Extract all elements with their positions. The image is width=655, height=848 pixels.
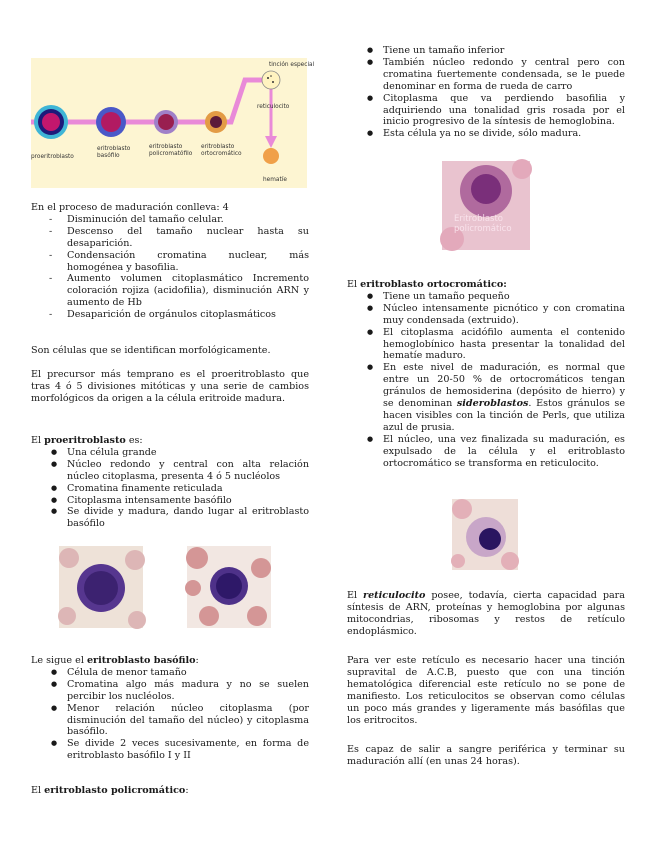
- heading-bold: eritroblasto ortocromático:: [360, 279, 507, 290]
- list-item: ● El núcleo, una vez finalizada su maduración, es expulsado de la célula y el eritroblasto ortocromático se transforma en reticulocito.: [347, 434, 625, 470]
- heading-prefix: El: [31, 435, 45, 446]
- maturation-intro: En el proceso de maduración conlleva: 4: [31, 202, 229, 213]
- peripheral-paragraph: Es capaz de salir a sangre periférica y terminar su maduración allí (en unas 24 horas).: [347, 744, 625, 767]
- heading-prefix: El: [347, 279, 361, 290]
- reticulocyte-section: [347, 590, 625, 638]
- basophilic-section: [31, 655, 309, 762]
- sideroblast-term: sideroblastos: [456, 398, 529, 410]
- photo-2-svg: [187, 546, 271, 628]
- heading-suffix: es:: [125, 435, 143, 446]
- maturation-diagram-svg: [31, 58, 315, 188]
- label-hematie: hematíe: [263, 177, 287, 183]
- proerythroblast-photo-2: [187, 546, 271, 628]
- list-item: ● Menor relación núcleo citoplasma (por disminución del tamaño del núcleo) y citoplasma basófilo.: [31, 703, 309, 739]
- proerythroblast-list: [31, 447, 309, 530]
- heading-bold: proeritroblasto: [44, 435, 126, 446]
- label-basofilo: eritroblasto basófilo: [97, 146, 131, 159]
- polychromatic-list: [347, 45, 625, 140]
- proerythroblast-section: [31, 435, 309, 530]
- label-proeritroblasto: proeritroblasto: [31, 154, 74, 160]
- list-item: - Disminución del tamaño celular.: [31, 214, 309, 226]
- orthochromatic-heading: [347, 279, 625, 291]
- list-item: ● Se divide 2 veces sucesivamente, en forma de eritroblasto basófilo I y II: [31, 738, 309, 762]
- precursor-paragraph-wrap: [31, 369, 309, 405]
- reticulum-paragraph-wrap: [347, 655, 625, 726]
- label-policromatofilo: eritroblasto policromatófilo: [149, 144, 193, 157]
- reticulum-paragraph: Para ver este retículo es necesario hacer una tinción supravital de A.C.B, puesto que con una tinción hematológica diferencial este retículo no se pone de manifiesto. Los reticulocitos se observan como células un poco más grandes y ligeramente más basófilas que los eritrocitos.: [347, 655, 625, 726]
- arrow-head: [265, 136, 277, 148]
- polychromatic-heading-wrap: [31, 785, 309, 797]
- reticulocyte-term: reticulocito: [363, 590, 426, 601]
- list-item: ● Tiene un tamaño pequeño: [347, 291, 625, 303]
- cell-proerythroblast: [34, 105, 68, 139]
- left-column: [31, 202, 309, 321]
- list-item: ● También núcleo redondo y central pero con cromatina fuertemente condensada, se le puede denominar en forma de rueda de carro: [347, 57, 625, 93]
- cell-basophilic: [96, 107, 126, 137]
- list-item: ● Cromatina algo más madura y no se suelen percibir los nucléolos.: [31, 679, 309, 703]
- polychromatic-photo-svg: [442, 161, 530, 250]
- list-item: ● El citoplasma acidófilo aumenta el contenido hemoglobínico hasta presentar la tonalidad del hematíe maduro.: [347, 327, 625, 363]
- heading-suffix: :: [185, 785, 189, 796]
- peripheral-paragraph-wrap: [347, 744, 625, 768]
- photo-1-svg: [59, 546, 143, 628]
- list-item: ● Citoplasma que va perdiendo basofilia y adquiriendo una tonalidad gris rosada por el inicio progresivo de la síntesis de hemoglobina.: [347, 93, 625, 129]
- maturation-arrow: [31, 80, 275, 122]
- list-item: ● Cromatina finamente reticulada: [31, 483, 309, 495]
- cell-polychromatic: [154, 110, 178, 134]
- orthochromatic-section: [347, 279, 625, 470]
- list-item: ● Núcleo intensamente picnótico y con cromatina muy condensada (extruido).: [347, 303, 625, 327]
- item-text: En este nivel de maduración, es normal que entre un 20-50 % de ortocromáticos tengan gránulos de hemosiderina (depósito de hierro) y se denominan: [383, 362, 625, 410]
- list-item: - Descenso del tamaño nuclear hasta su desaparición.: [31, 226, 309, 250]
- label-ortocromatico: eritroblasto ortocromático: [201, 144, 242, 157]
- reticulocyte-paragraph: [347, 590, 625, 638]
- polychromatic-heading: [31, 785, 309, 797]
- list-item: ● Citoplasma intensamente basófilo: [31, 495, 309, 507]
- list-item: ● Tiene un tamaño inferior: [347, 45, 625, 57]
- proerythroblast-heading: [31, 435, 309, 447]
- polychromatic-photo-caption: Eritroblasto policromático: [454, 214, 512, 234]
- label-reticulocito: reticulocito: [257, 104, 290, 110]
- heading-bold: eritroblasto basófilo: [86, 655, 196, 666]
- list-item: ● Una célula grande: [31, 447, 309, 459]
- list-item: - Desaparición de orgánulos citoplasmáticos: [31, 309, 309, 321]
- heading-bold: eritroblasto policromático: [44, 785, 186, 796]
- basophilic-list: [31, 667, 309, 762]
- proerythroblast-photo-1: [59, 546, 143, 628]
- list-item: - Aumento volumen citoplasmático Incremento coloración rojiza (acidofilia), disminución ARN y aumento de Hb: [31, 273, 309, 309]
- maturation-changes-list: [31, 214, 309, 321]
- orthochromatic-list: [347, 291, 625, 470]
- text-suffix: posee, todavía, cierta capacidad para síntesis de ARN, proteínas y hemoglobina por algunas mitocondrias, ribosomas y restos de retículo endoplásmico.: [347, 590, 625, 637]
- list-item: ● Esta célula ya no se divide, sólo madura.: [347, 128, 625, 140]
- item-text: . Estos gránulos se hacen visibles con la tinción de Perls, que utiliza azul de prusia.: [383, 398, 626, 433]
- list-item: - Condensación cromatina nuclear, más homogénea y basofilia.: [31, 250, 309, 274]
- polychromatic-photo: [442, 161, 530, 250]
- cell-orthochromatic: [205, 111, 227, 133]
- list-item: ● Célula de menor tamaño: [31, 667, 309, 679]
- cell-red-blood: [263, 148, 279, 164]
- list-item: [347, 362, 625, 433]
- heading-prefix: El: [31, 785, 45, 796]
- polychromatic-section: [347, 45, 625, 140]
- text-prefix: El: [347, 590, 364, 601]
- maturation-diagram: [31, 58, 315, 188]
- cell-reticulocyte: [262, 71, 280, 89]
- list-item: ● Núcleo redondo y central con alta relación núcleo citoplasma, presenta 4 ó 5 nucléolos: [31, 459, 309, 483]
- heading-prefix: Le sigue el: [31, 655, 87, 666]
- heading-suffix: :: [195, 655, 199, 666]
- morphology-paragraph: Son células que se identifican morfológicamente.: [31, 345, 271, 356]
- list-item: ● Se divide y madura, dando lugar al eritroblasto basófilo: [31, 506, 309, 530]
- orthochromatic-photo-svg: [452, 499, 518, 570]
- label-tincion-especial: tinción especial: [269, 62, 315, 68]
- basophilic-heading: [31, 655, 309, 667]
- precursor-paragraph: El precursor más temprano es el proeritroblasto que tras 4 ó 5 divisiones mitóticas y una serie de cambios morfológicos da origen a la célula eritroide madura.: [31, 369, 309, 404]
- morphology-paragraph-wrap: [31, 345, 309, 357]
- orthochromatic-photo: [452, 499, 518, 570]
